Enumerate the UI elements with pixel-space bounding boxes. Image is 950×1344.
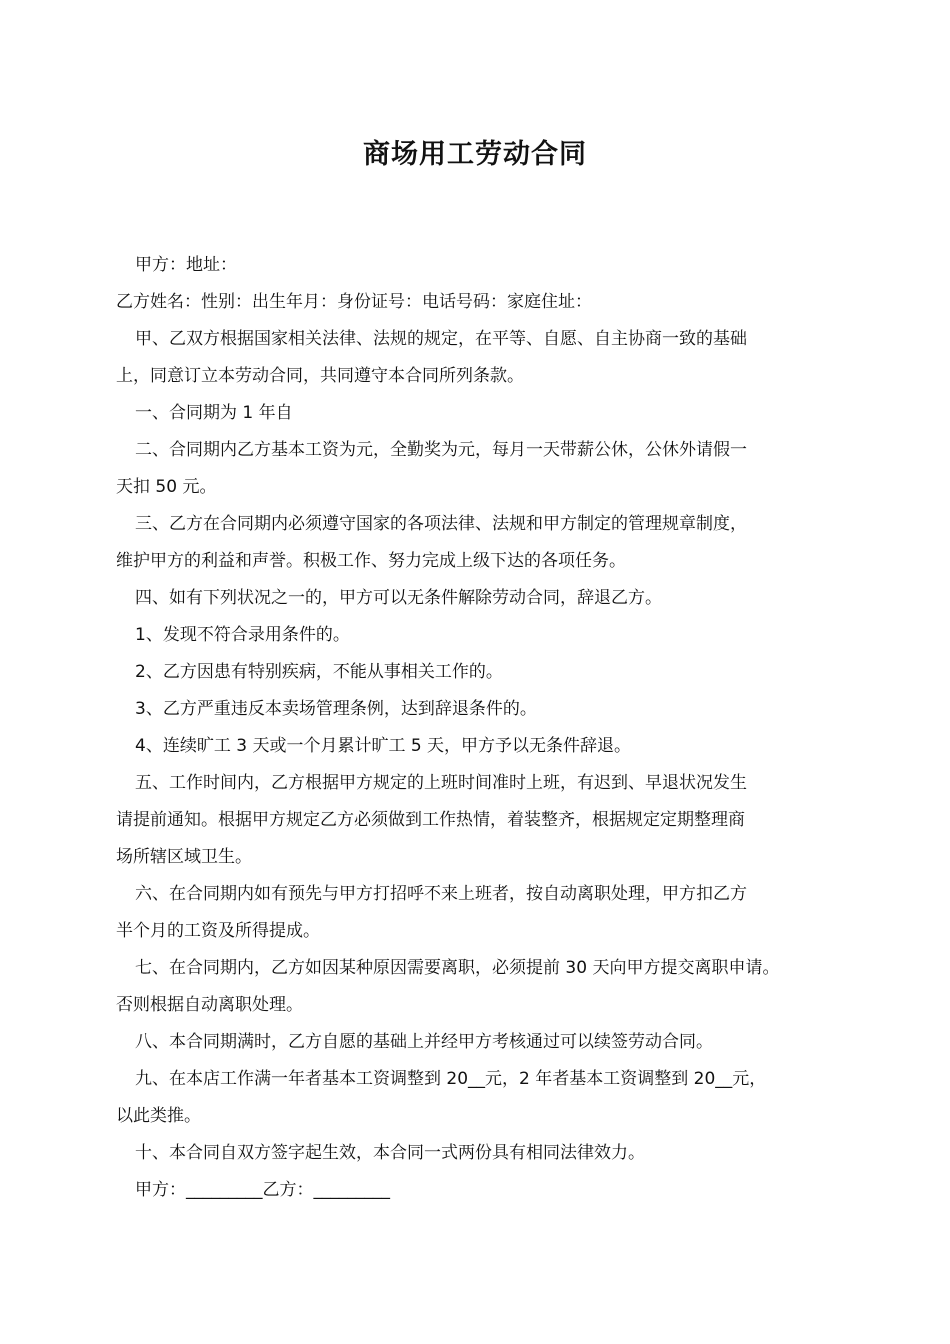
clause-7-line-2: 否则根据自动离职处理。 bbox=[116, 995, 303, 1015]
preamble-line-2: 上，同意订立本劳动合同，共同遵守本合同所列条款。 bbox=[116, 366, 524, 386]
signature-line: 甲方：_________乙方：_________ bbox=[135, 1180, 390, 1200]
clause-3-line-2: 维护甲方的利益和声誉。积极工作、努力完成上级下达的各项任务。 bbox=[116, 551, 626, 571]
clause-8: 八、本合同期满时，乙方自愿的基础上并经甲方考核通过可以续签劳动合同。 bbox=[135, 1032, 713, 1052]
clause-5-line-2: 请提前通知。根据甲方规定乙方必须做到工作热情，着装整齐，根据规定定期整理商 bbox=[116, 810, 745, 830]
clause-5-line-3: 场所辖区域卫生。 bbox=[116, 847, 252, 867]
clause-4-item-3: 3、乙方严重违反本卖场管理条例，达到辞退条件的。 bbox=[135, 699, 537, 719]
clause-9-line-1: 九、在本店工作满一年者基本工资调整到 20__元，2 年者基本工资调整到 20__元， bbox=[135, 1069, 767, 1089]
clause-3-line-1: 三、乙方在合同期内必须遵守国家的各项法律、法规和甲方制定的管理规章制度， bbox=[135, 514, 747, 534]
clause-6-line-2: 半个月的工资及所得提成。 bbox=[116, 921, 320, 941]
party-b-info-line: 乙方姓名：性别：出生年月：身份证号：电话号码：家庭住址： bbox=[116, 292, 592, 312]
clause-9-line-2: 以此类推。 bbox=[116, 1106, 201, 1126]
clause-2-line-2: 天扣 50 元。 bbox=[116, 477, 217, 497]
clause-6-line-1: 六、在合同期内如有预先与甲方打招呼不来上班者，按自动离职处理，甲方扣乙方 bbox=[135, 884, 747, 904]
clause-7-line-1: 七、在合同期内，乙方如因某种原因需要离职，必须提前 30 天向甲方提交离职申请。 bbox=[135, 958, 780, 978]
clause-2-line-1: 二、合同期内乙方基本工资为元，全勤奖为元，每月一天带薪公休，公休外请假一 bbox=[135, 440, 747, 460]
party-a-line: 甲方：地址： bbox=[135, 255, 237, 275]
clause-4-item-4: 4、连续旷工 3 天或一个月累计旷工 5 天，甲方予以无条件辞退。 bbox=[135, 736, 632, 756]
clause-4-item-1: 1、发现不符合录用条件的。 bbox=[135, 625, 350, 645]
preamble-line-1: 甲、乙双方根据国家相关法律、法规的规定，在平等、自愿、自主协商一致的基础 bbox=[135, 329, 747, 349]
clause-10: 十、本合同自双方签字起生效，本合同一式两份具有相同法律效力。 bbox=[135, 1143, 645, 1163]
document-body bbox=[116, 247, 838, 1209]
document-title: 商场用工劳动合同 bbox=[363, 139, 587, 170]
clause-1: 一、合同期为 1 年自 bbox=[135, 403, 293, 423]
clause-4-item-2: 2、乙方因患有特别疾病，不能从事相关工作的。 bbox=[135, 662, 503, 682]
clause-5-line-1: 五、工作时间内，乙方根据甲方规定的上班时间准时上班，有迟到、早退状况发生 bbox=[135, 773, 747, 793]
clause-4: 四、如有下列状况之一的，甲方可以无条件解除劳动合同，辞退乙方。 bbox=[135, 588, 662, 608]
